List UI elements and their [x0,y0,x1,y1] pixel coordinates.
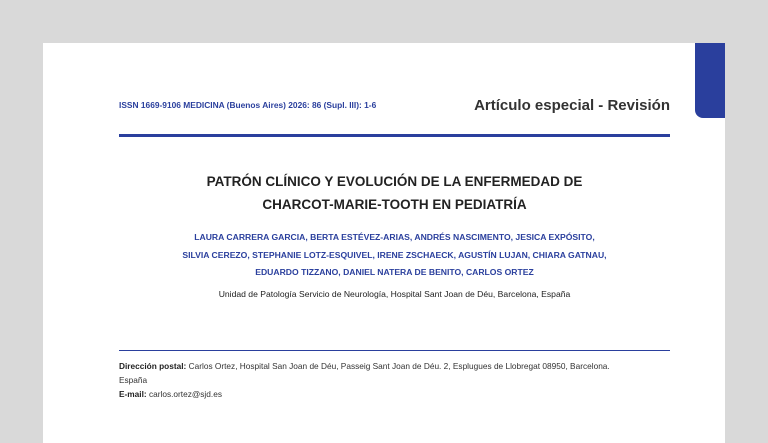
author-line-2: SILVIA CEREZO, STEPHANIE LOTZ-ESQUIVEL, IRENE ZSCHAECK, AGUSTÍN LUJAN, CHIARA GATNAU, [182,249,607,260]
affiliation: Unidad de Patología Servicio de Neurología, Hospital Sant Joan de Déu, Barcelona, España [218,289,571,299]
section-heading: Artículo especial - Revisión [474,97,670,114]
email-link[interactable]: carlos.ortez@sjd.es [148,389,222,399]
article-title [119,170,670,216]
postal-value-cont: España [119,375,148,385]
author-line-3: EDUARDO TIZZANO, DANIEL NATERA DE BENITO, CARLOS ORTEZ [255,267,534,277]
email-row [119,387,670,401]
contact-block [119,359,670,401]
postal-value: Carlos Ortez, Hospital San Joan de Déu, Passeig Sant Joan de Déu. 2, Esplugues de Llobregat 08950, Barcelona. [188,361,610,371]
article-title-line-1: PATRÓN CLÍNICO Y EVOLUCIÓN DE LA ENFERMEDAD DE [206,174,583,189]
journal-side-tab [695,43,725,118]
header-divider [119,134,670,137]
email-label: E-mail: [119,389,147,399]
contact-divider [119,350,670,351]
issn-citation: ISSN 1669-9106 MEDICINA (Buenos Aires) 2026: 86 (Supl. III): 1-6 [119,100,377,110]
article-title-line-2: CHARCOT-MARIE-TOOTH EN PEDIATRÍA [262,197,527,212]
author-list [119,229,670,282]
postal-label: Dirección postal: [119,361,187,371]
author-line-1: LAURA CARRERA GARCIA, BERTA ESTÉVEZ-ARIAS, ANDRÉS NASCIMENTO, JESICA EXPÓSITO, [194,232,595,242]
postal-address [119,359,670,373]
